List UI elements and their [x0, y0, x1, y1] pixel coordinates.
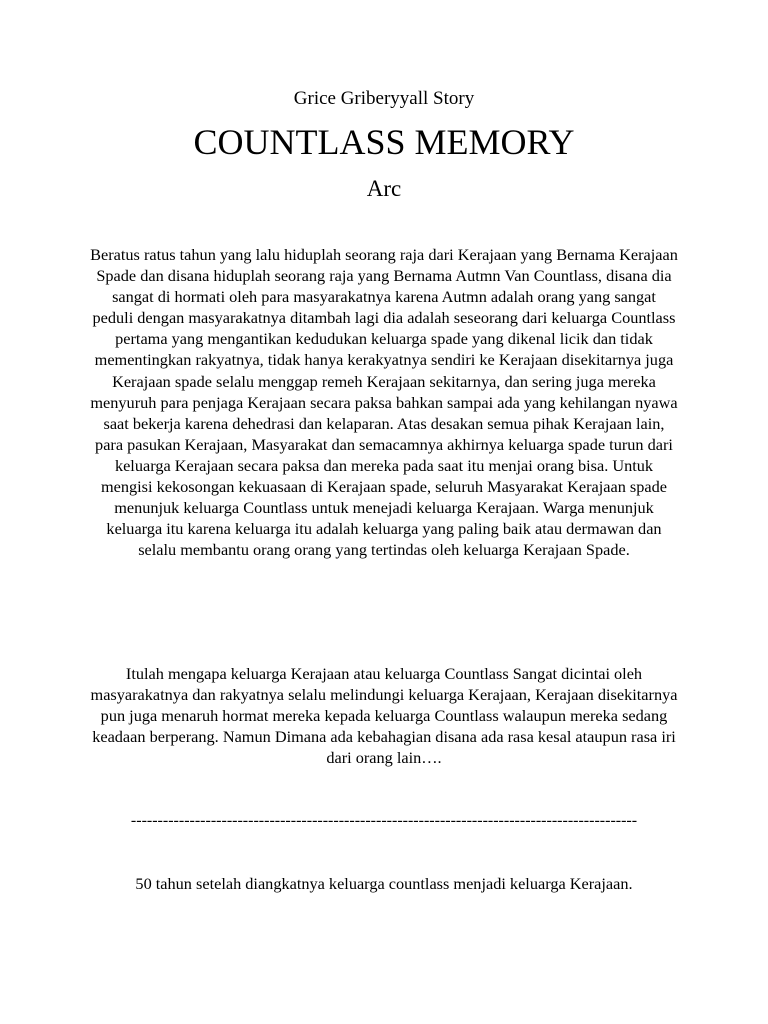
closing-line: 50 tahun setelah diangkatnya keluarga countlass menjadi keluarga Kerajaan.	[135, 874, 633, 893]
story-subtitle: Grice Griberyyall Story	[293, 88, 475, 109]
paragraph-2: Itulah mengapa keluarga Kerajaan atau keluarga Countlass Sangat dicintai oleh masyarakatnya dan rakyatnya selalu melindungi keluarga Kerajaan, Kerajaan disekitarnya pun juga menaruh hormat mereka kepada keluarga Countlass walaupun mereka sedang keadaan berperang. Namun Dimana ada kebahagian disana ada rasa kesal ataupun rasa iri dari orang lain….	[90, 664, 678, 768]
story-title: COUNTLASS MEMORY	[193, 122, 575, 162]
arc-label: Arc	[366, 176, 402, 201]
section-divider: -----------------------------------------------------------------------------------------------	[130, 812, 638, 829]
paragraph-1: Beratus ratus tahun yang lalu hiduplah seorang raja dari Kerajaan yang Bernama Kerajaan Spade dan disana hiduplah seorang raja yang Bernama Autmn Van Countlass, disana dia sangat di hormati oleh para masyarakatnya karena Autmn adalah orang yang sangat peduli dengan masyarakatnya ditambah lagi dia adalah seseorang dari keluarga Countlass pertama yang mengantikan kedudukan keluarga spade yang dikenal licik dan tidak mementingkan rakyatnya, tidak hanya kerakyatnya sendiri ke Kerajaan disekitarnya juga Kerajaan spade selalu menggap remeh Kerajaan sekitarnya, dan sering juga mereka menyuruh para penjaga Kerajaan secara paksa bahkan sampai ada yang kehilangan nyawa saat bekerja karena dehedrasi dan kelaparan. Atas desakan semua pihak Kerajaan lain, para pasukan Kerajaan, Masyarakat dan semacamnya akhirnya keluarga spade turun dari keluarga Kerajaan secara paksa dan mereka pada saat itu menjai orang bisa. Untuk mengisi kekosongan kekuasaan di Kerajaan spade, seluruh Masyarakat Kerajaan spade menunjuk keluarga Countlass untuk menejadi keluarga Kerajaan. Warga menunjuk keluarga itu karena keluarga itu adalah keluarga yang paling baik atau dermawan dan selalu membantu orang orang yang tertindas oleh keluarga Kerajaan Spade.	[90, 245, 678, 560]
